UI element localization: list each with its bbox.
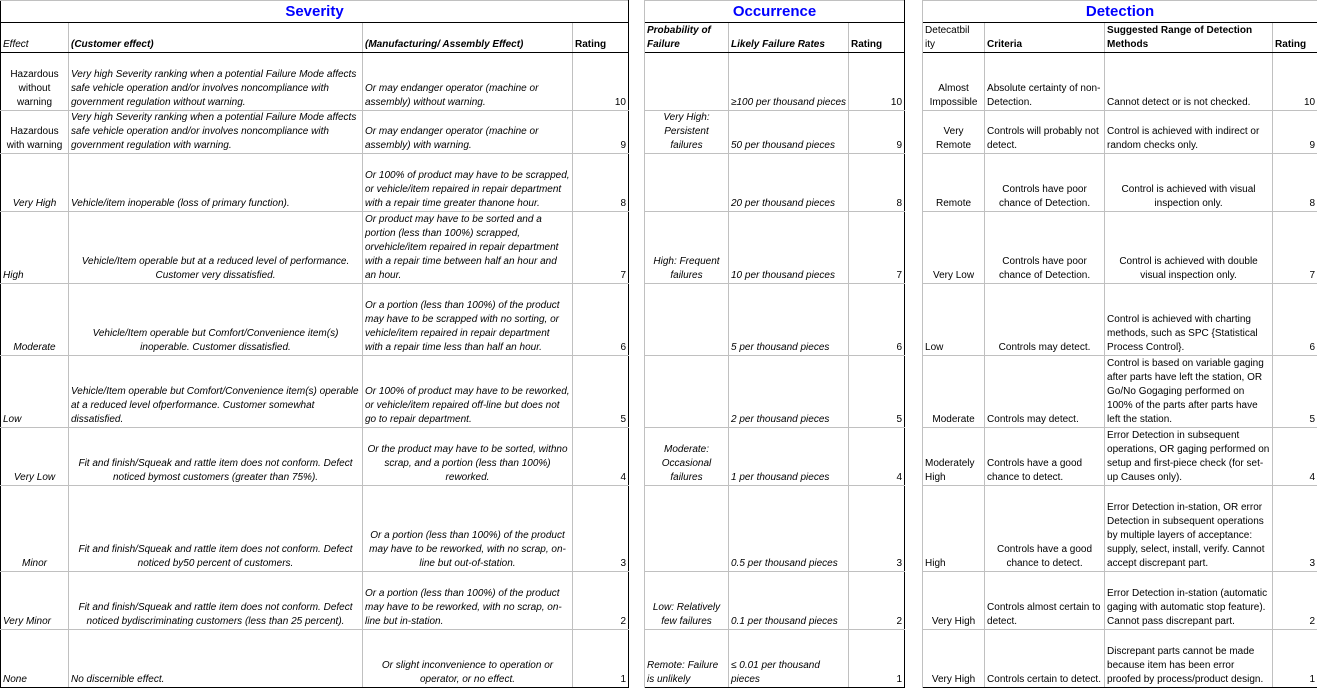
detectability-cell: Very High — [923, 630, 985, 688]
gap-cell — [629, 428, 645, 486]
detection-method-cell: Control is achieved with charting methods, such as SPC {Statistical Process Control}. — [1105, 284, 1273, 356]
gap-cell — [905, 428, 923, 486]
customer-effect-cell: Vehicle/Item operable but at a reduced level of performance. Customer very dissatisfied. — [69, 212, 363, 284]
occurrence-rating-cell: 1 — [849, 630, 905, 688]
gap-cell — [629, 111, 645, 154]
failure-rate-cell: 10 per thousand pieces — [729, 212, 849, 284]
failure-rate-cell: 1 per thousand pieces — [729, 428, 849, 486]
detectability-cell: Very High — [923, 572, 985, 630]
customer-effect-cell: Vehicle/item inoperable (loss of primary function). — [69, 154, 363, 212]
customer-effect-cell: No discernible effect. — [69, 630, 363, 688]
criteria-header: Criteria — [985, 23, 1105, 53]
detectability-cell: Almost Impossible — [923, 53, 985, 111]
severity-title: Severity — [1, 1, 629, 23]
detection-method-cell: Control is achieved with visual inspection only. — [1105, 154, 1273, 212]
detectability-cell: Moderate — [923, 356, 985, 428]
gap-cell — [629, 212, 645, 284]
failure-rate-cell: 0.1 per thousand pieces — [729, 572, 849, 630]
severity-rating-cell: 2 — [573, 572, 629, 630]
occurrence-rating-cell: 3 — [849, 486, 905, 572]
occurrence-rating-cell: 9 — [849, 111, 905, 154]
detection-rating-cell: 1 — [1273, 630, 1317, 688]
customer-effect-cell: Fit and finish/Squeak and rattle item does not conform. Defect noticed bydiscriminating customers (less than 25 percent). — [69, 572, 363, 630]
severity-rating-header: Rating — [573, 23, 629, 53]
criteria-cell: Controls may detect. — [985, 356, 1105, 428]
detection-method-cell: Control is achieved with double visual inspection only. — [1105, 212, 1273, 284]
effect-cell: Low — [1, 356, 69, 428]
criteria-cell: Controls will probably not detect. — [985, 111, 1105, 154]
criteria-cell: Controls almost certain to detect. — [985, 572, 1105, 630]
occurrence-title: Occurrence — [645, 1, 905, 23]
table-row — [1, 154, 1317, 212]
detection-rating-cell: 6 — [1273, 284, 1317, 356]
customer-effect-cell: Very high Severity ranking when a potential Failure Mode affects safe vehicle operation and/or involves noncompliance with government regulation with warning. — [69, 111, 363, 154]
detectability-cell: High — [923, 486, 985, 572]
manufacturing-effect-cell: Or slight inconvenience to operation or operator, or no effect. — [363, 630, 573, 688]
likely-rates-header: Likely Failure Rates — [729, 23, 849, 53]
effect-cell: Very High — [1, 154, 69, 212]
detection-rating-cell: 7 — [1273, 212, 1317, 284]
manufacturing-effect-cell: Or a portion (less than 100%) of the product may have to be reworked, with no scrap, on-line but out-of-station. — [363, 486, 573, 572]
probability-cell — [645, 486, 729, 572]
gap-cell — [629, 572, 645, 630]
manufacturing-effect-cell: Or the product may have to be sorted, withno scrap, and a portion (less than 100%) reworked. — [363, 428, 573, 486]
criteria-cell: Controls have poor chance of Detection. — [985, 154, 1105, 212]
detection-rating-cell: 8 — [1273, 154, 1317, 212]
severity-rating-cell: 9 — [573, 111, 629, 154]
gap-cell — [629, 356, 645, 428]
probability-cell — [645, 284, 729, 356]
suggested-methods-header: Suggested Range of Detection Methods — [1105, 23, 1273, 53]
manufacturing-effect-header: (Manufacturing/ Assembly Effect) — [363, 23, 573, 53]
detection-rating-cell: 5 — [1273, 356, 1317, 428]
occurrence-rating-cell: 5 — [849, 356, 905, 428]
detectability-cell: Very Low — [923, 212, 985, 284]
occurrence-rating-cell: 7 — [849, 212, 905, 284]
probability-group-cell: Moderate: Occasional failures — [645, 428, 729, 486]
detection-method-cell: Error Detection in subsequent operations, OR gaging performed on setup and first-piece check (for set-up Causes only). — [1105, 428, 1273, 486]
severity-rating-cell: 4 — [573, 428, 629, 486]
detection-method-cell: Error Detection in-station (automatic gaging with automatic stop feature). Cannot pass discrepant part. — [1105, 572, 1273, 630]
effect-cell: Minor — [1, 486, 69, 572]
effect-cell: None — [1, 630, 69, 688]
failure-rate-cell: ≥100 per thousand pieces — [729, 53, 849, 111]
table-row — [1, 572, 1317, 630]
effect-cell: Hazardous without warning — [1, 53, 69, 111]
customer-effect-cell: Very high Severity ranking when a potential Failure Mode affects safe vehicle operation and/or involves noncompliance with government regulation without warning. — [69, 53, 363, 111]
table-row — [1, 630, 1317, 688]
customer-effect-cell: Fit and finish/Squeak and rattle item does not conform. Defect noticed by50 percent of customers. — [69, 486, 363, 572]
detectability-cell: Low — [923, 284, 985, 356]
failure-rate-cell: ≤ 0.01 per thousand pieces — [729, 630, 849, 688]
gap-cell — [629, 284, 645, 356]
effect-cell: Very Minor — [1, 572, 69, 630]
effect-cell: Hazardous with warning — [1, 111, 69, 154]
header-row — [1, 23, 1317, 53]
detection-rating-cell: 2 — [1273, 572, 1317, 630]
manufacturing-effect-cell: Or a portion (less than 100%) of the product may have to be scrapped with no sorting, or vehicle/item repaired in repair department with a repair time less than half an hour. — [363, 284, 573, 356]
customer-effect-cell: Fit and finish/Squeak and rattle item does not conform. Defect noticed bymost customers (greater than 75%). — [69, 428, 363, 486]
gap-cell — [905, 284, 923, 356]
gap-cell — [905, 1, 923, 23]
gap-cell — [905, 356, 923, 428]
gap-cell — [629, 154, 645, 212]
detection-rating-cell: 10 — [1273, 53, 1317, 111]
detection-method-cell: Discrepant parts cannot be made because item has been error proofed by process/product design. — [1105, 630, 1273, 688]
criteria-cell: Controls have poor chance of Detection. — [985, 212, 1105, 284]
effect-cell: High — [1, 212, 69, 284]
table-row — [1, 111, 1317, 154]
gap-cell — [629, 630, 645, 688]
customer-effect-cell: Vehicle/Item operable but Comfort/Convenience item(s) inoperable. Customer dissatisfied. — [69, 284, 363, 356]
gap-cell — [629, 486, 645, 572]
detectability-header: Detecatbil ity — [923, 23, 985, 53]
table-row — [1, 356, 1317, 428]
occurrence-rating-cell: 6 — [849, 284, 905, 356]
title-row — [1, 1, 1317, 23]
customer-effect-header: (Customer effect) — [69, 23, 363, 53]
gap-cell — [905, 630, 923, 688]
detection-method-cell: Error Detection in-station, OR error Detection in subsequent operations by multiple layers of acceptance: supply, select, install, verify. Cannot accept discrepant part. — [1105, 486, 1273, 572]
gap-cell — [905, 154, 923, 212]
detection-rating-cell: 9 — [1273, 111, 1317, 154]
criteria-cell: Controls have a good chance to detect. — [985, 486, 1105, 572]
manufacturing-effect-cell: Or 100% of product may have to be scrapped, or vehicle/item repaired in repair department with a repair time greater thanone hour. — [363, 154, 573, 212]
detection-method-cell: Control is based on variable gaging after parts have left the station, OR Go/No Gogaging performed on 100% of the parts after parts have left the station. — [1105, 356, 1273, 428]
failure-rate-cell: 5 per thousand pieces — [729, 284, 849, 356]
occurrence-rating-cell: 10 — [849, 53, 905, 111]
detection-rating-header: Rating — [1273, 23, 1317, 53]
probability-group-cell: High: Frequent failures — [645, 212, 729, 284]
effect-cell: Very Low — [1, 428, 69, 486]
manufacturing-effect-cell: Or 100% of product may have to be reworked, or vehicle/item repaired off-line but does not go to repair department. — [363, 356, 573, 428]
gap-cell — [905, 53, 923, 111]
failure-rate-cell: 50 per thousand pieces — [729, 111, 849, 154]
effect-header: Effect — [1, 23, 69, 53]
manufacturing-effect-cell: Or a portion (less than 100%) of the product may have to be reworked, with no scrap, on-line but in-station. — [363, 572, 573, 630]
criteria-cell: Controls have a good chance to detect. — [985, 428, 1105, 486]
probability-header: Probability of Failure — [645, 23, 729, 53]
probability-group-cell: Low: Relatively few failures — [645, 572, 729, 630]
probability-group-cell: Remote: Failure is unlikely — [645, 630, 729, 688]
gap-cell — [629, 53, 645, 111]
severity-rating-cell: 1 — [573, 630, 629, 688]
gap-cell — [905, 212, 923, 284]
manufacturing-effect-cell: Or may endanger operator (machine or assembly) with warning. — [363, 111, 573, 154]
manufacturing-effect-cell: Or may endanger operator (machine or assembly) without warning. — [363, 53, 573, 111]
detection-rating-cell: 4 — [1273, 428, 1317, 486]
gap-cell — [905, 111, 923, 154]
severity-rating-cell: 10 — [573, 53, 629, 111]
gap-cell — [905, 486, 923, 572]
severity-rating-cell: 7 — [573, 212, 629, 284]
table-row — [1, 53, 1317, 111]
probability-cell — [645, 356, 729, 428]
detection-title: Detection — [923, 1, 1317, 23]
manufacturing-effect-cell: Or product may have to be sorted and a portion (less than 100%) scrapped, orvehicle/item repaired in repair department with a repair time between half an hour and an hour. — [363, 212, 573, 284]
detection-method-cell: Control is achieved with indirect or random checks only. — [1105, 111, 1273, 154]
gap-cell — [905, 572, 923, 630]
detectability-cell: Remote — [923, 154, 985, 212]
gap-cell — [629, 23, 645, 53]
probability-cell — [645, 154, 729, 212]
occurrence-rating-cell: 8 — [849, 154, 905, 212]
criteria-cell: Absolute certainty of non-Detection. — [985, 53, 1105, 111]
table-row — [1, 212, 1317, 284]
occurrence-rating-cell: 4 — [849, 428, 905, 486]
detectability-cell: Moderately High — [923, 428, 985, 486]
occurrence-rating-cell: 2 — [849, 572, 905, 630]
detection-rating-cell: 3 — [1273, 486, 1317, 572]
failure-rate-cell: 0.5 per thousand pieces — [729, 486, 849, 572]
criteria-cell: Controls may detect. — [985, 284, 1105, 356]
detection-method-cell: Cannot detect or is not checked. — [1105, 53, 1273, 111]
failure-rate-cell: 20 per thousand pieces — [729, 154, 849, 212]
severity-rating-cell: 3 — [573, 486, 629, 572]
severity-rating-cell: 6 — [573, 284, 629, 356]
gap-cell — [629, 1, 645, 23]
severity-rating-cell: 5 — [573, 356, 629, 428]
criteria-cell: Controls certain to detect. — [985, 630, 1105, 688]
occurrence-rating-header: Rating — [849, 23, 905, 53]
detectability-cell: Very Remote — [923, 111, 985, 154]
table-row — [1, 486, 1317, 572]
probability-group-cell: Very High: Persistent failures — [645, 111, 729, 154]
gap-cell — [905, 23, 923, 53]
failure-rate-cell: 2 per thousand pieces — [729, 356, 849, 428]
customer-effect-cell: Vehicle/Item operable but Comfort/Convenience item(s) operable at a reduced level ofperformance. Customer somewhat dissatisfied. — [69, 356, 363, 428]
severity-rating-cell: 8 — [573, 154, 629, 212]
table-row — [1, 428, 1317, 486]
effect-cell: Moderate — [1, 284, 69, 356]
table-row — [1, 284, 1317, 356]
probability-cell — [645, 53, 729, 111]
